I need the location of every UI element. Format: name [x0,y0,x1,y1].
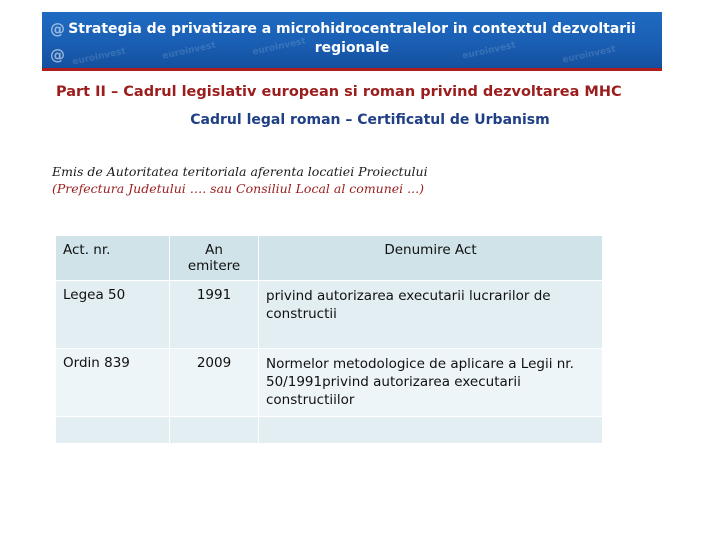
watermark-decoration: euroinvest [71,46,127,68]
header-divider [42,68,662,71]
table-row [56,349,603,417]
cell-act: Legea 50 [56,281,170,349]
cell-name: privind autorizarea executarii lucrarilor de constructii [259,281,603,349]
cell-name: Normelor metodologice de aplicare a Legii nr. 50/1991privind autorizarea executarii constructiilor [259,349,603,417]
table-row [56,281,603,349]
cell-year: 1991 [170,281,259,349]
header-banner [42,12,662,68]
cell-year [170,417,259,444]
column-header-name: Denumire Act [259,236,603,281]
watermark-decoration: euroinvest [461,40,517,62]
watermark-decoration: euroinvest [561,44,617,66]
acts-table [55,235,603,444]
at-logo-icon: @ [50,20,65,38]
part-title: Part II – Cadrul legislativ european si roman privind dezvoltarea MHC [56,84,622,100]
column-header-year: An emitere [170,236,259,281]
table-header-row [56,236,603,281]
cell-year: 2009 [170,349,259,417]
page-title: Strategia de privatizare a microhidrocentralelor in contextul dezvoltarii regionale [68,21,636,56]
cell-act [56,417,170,444]
watermark-decoration: euroinvest [251,36,307,58]
watermark-decoration: euroinvest [161,40,217,62]
column-header-act-nr: Act. nr. [56,236,170,281]
issuer-note [52,163,428,197]
cell-act: Ordin 839 [56,349,170,417]
cell-name [259,417,603,444]
issuer-line: Emis de Autoritatea teritoriala aferenta locatiei Proiectului [52,164,428,179]
issuer-line-note: (Prefectura Judetului …. sau Consiliul Local al comunei ...) [52,181,424,196]
section-title: Cadrul legal roman – Certificatul de Urbanism [190,112,550,128]
table-row [56,417,603,444]
at-logo-icon: @ [50,46,65,64]
